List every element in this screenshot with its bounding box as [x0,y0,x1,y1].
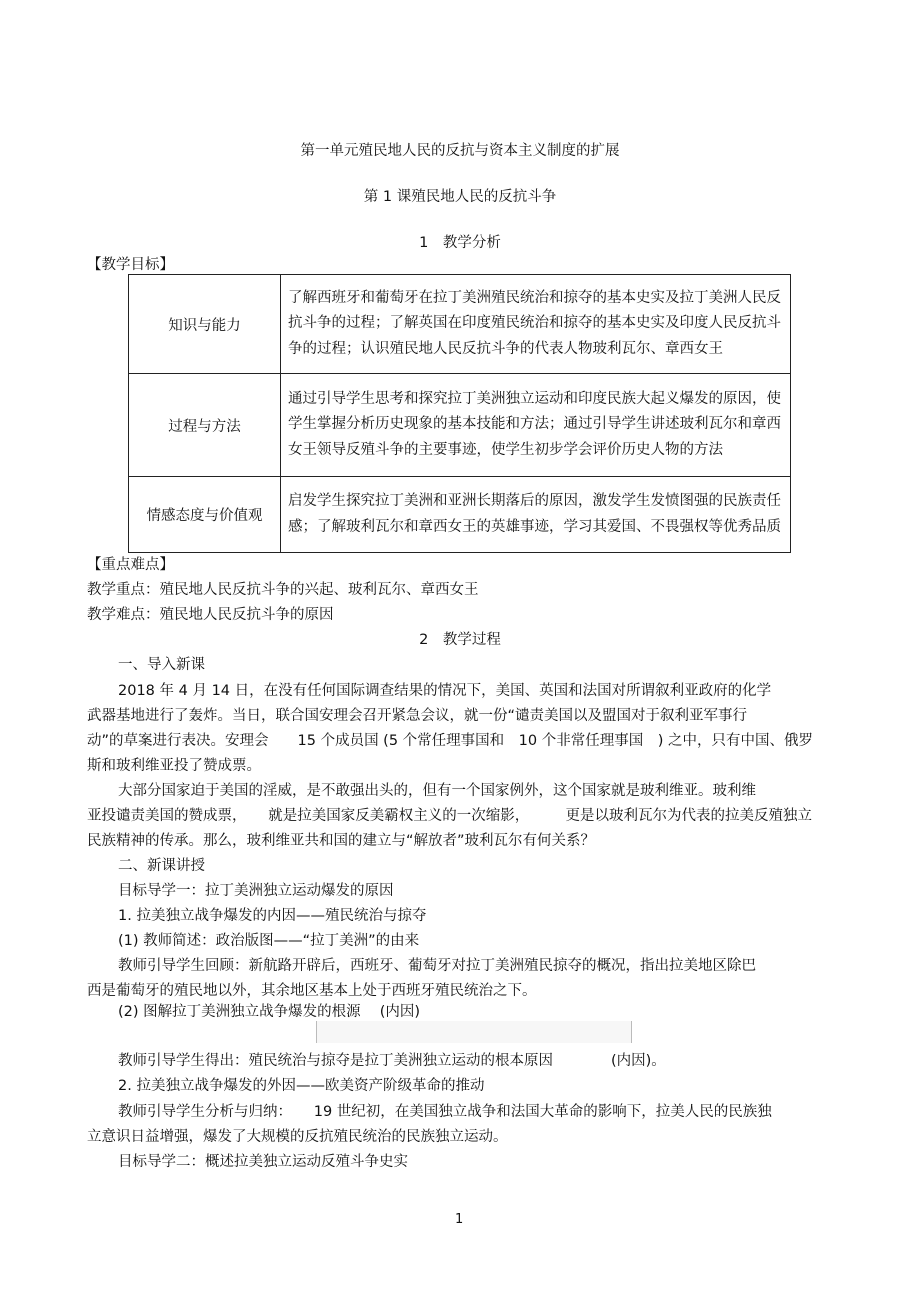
paragraph-line: 大部分国家迫于美国的淫威，是不敢强出头的，但有一个国家例外，这个国家就是玻利维亚。玻利维 [118,783,756,799]
difficulty: 教学难点：殖民地人民反抗斗争的原因 [87,607,334,623]
objective-text: 了解西班牙和葡萄牙在拉丁美洲殖民统治和掠夺的基本史实及拉丁美洲人民反抗斗争的过程；了解英国在印度殖民统治和掠夺的基本史实及印度人民反抗斗争的过程；认识殖民地人民反抗斗争的代表人物玻利瓦尔、章西女王 [281,275,791,374]
paragraph-line: 亚投谴责美国的赞成票， 就是拉美国家反美霸权主义的一次缩影， 更是以玻利瓦尔为代表的拉美反殖独立 [87,808,812,824]
paragraph-line: 民族精神的传承。那么，玻利维亚共和国的建立与“解放者”玻利瓦尔有何关系？ [87,833,596,849]
key-points-label: 【重点难点】 [87,557,174,573]
paragraph-line: 教师引导学生得出：殖民统治与掠夺是拉丁美洲独立运动的根本原因 (内因)。 [118,1053,666,1069]
item-subheading: (2) 图解拉丁美洲独立战争爆发的根源 (内因) [118,1004,421,1020]
objective-category: 知识与能力 [129,275,281,374]
page-number: 1 [455,1212,464,1227]
objective-category: 情感态度与价值观 [129,477,281,553]
paragraph-line: 立意识日益增强，爆发了大规模的反抗殖民统治的民族独立运动。 [87,1129,508,1145]
paragraph-line: 斯和玻利维亚投了赞成票。 [87,758,261,774]
paragraph-line: 动”的草案进行表决。安理会 15 个成员国 (5 个常任理事国和 10 个非常任理事国 ) 之中，只有中国、俄罗 [87,733,813,749]
item-heading: 2. 拉美独立战争爆发的外因——欧美资产阶级革命的推动 [118,1078,485,1094]
unit-title: 第一单元殖民地人民的反抗与资本主义制度的扩展 [300,143,620,159]
objective-text: 通过引导学生思考和探究拉丁美洲独立运动和印度民族大起义爆发的原因，使学生掌握分析历史现象的基本技能和方法；通过引导学生讲述玻利瓦尔和章西女王领导反殖斗争的主要事迹，使学生初步学会评价历史人物的方法 [281,374,791,477]
paragraph-line: 武器基地进行了轰炸。当日，联合国安理会召开紧急会议，就一份“谴责美国以及盟国对于叙利亚军事行 [87,708,748,724]
item-heading: 1. 拉美独立战争爆发的内因——殖民统治与掠夺 [118,908,427,924]
objective-text: 启发学生探究拉丁美洲和亚洲长期落后的原因，激发学生发愤图强的民族责任感；了解玻利瓦尔和章西女王的英雄事迹，学习其爱国、不畏强权等优秀品质 [281,477,791,553]
paragraph-line: 西是葡萄牙的殖民地以外，其余地区基本上处于西班牙殖民统治之下。 [87,983,537,999]
key-point: 教学重点：殖民地人民反抗斗争的兴起、玻利瓦尔、章西女王 [87,582,479,598]
lesson-title: 第 1 课殖民地人民的反抗斗争 [363,189,557,205]
table-row [129,477,791,553]
section-heading-analysis: 1 教学分析 [419,235,501,251]
new-lesson-heading: 二、新课讲授 [118,858,205,874]
objective-category: 过程与方法 [129,374,281,477]
paragraph-line: 教师引导学生分析与归纳： 19 世纪初，在美国独立战争和法国大革命的影响下，拉美人民的民族独 [118,1104,772,1120]
goal-heading: 目标导学二：概述拉美独立运动反殖斗争史实 [118,1154,408,1170]
figure-caption [316,1021,632,1043]
objectives-table [128,274,791,553]
intro-heading: 一、导入新课 [118,657,205,673]
table-row [129,275,791,374]
paragraph-line: 教师引导学生回顾：新航路开辟后，西班牙、葡萄牙对拉丁美洲殖民掠夺的概况，指出拉美地区除巴 [118,958,756,974]
goal-heading: 目标导学一：拉丁美洲独立运动爆发的原因 [118,883,394,899]
section-heading-process: 2 教学过程 [419,632,501,648]
item-subheading: (1) 教师简述：政治版图——“拉丁美洲”的由来 [118,933,420,949]
table-row [129,374,791,477]
paragraph-line: 2018 年 4 月 14 日，在没有任何国际调查结果的情况下，美国、英国和法国对所谓叙利亚政府的化学 [118,683,772,699]
objectives-label: 【教学目标】 [87,257,174,273]
